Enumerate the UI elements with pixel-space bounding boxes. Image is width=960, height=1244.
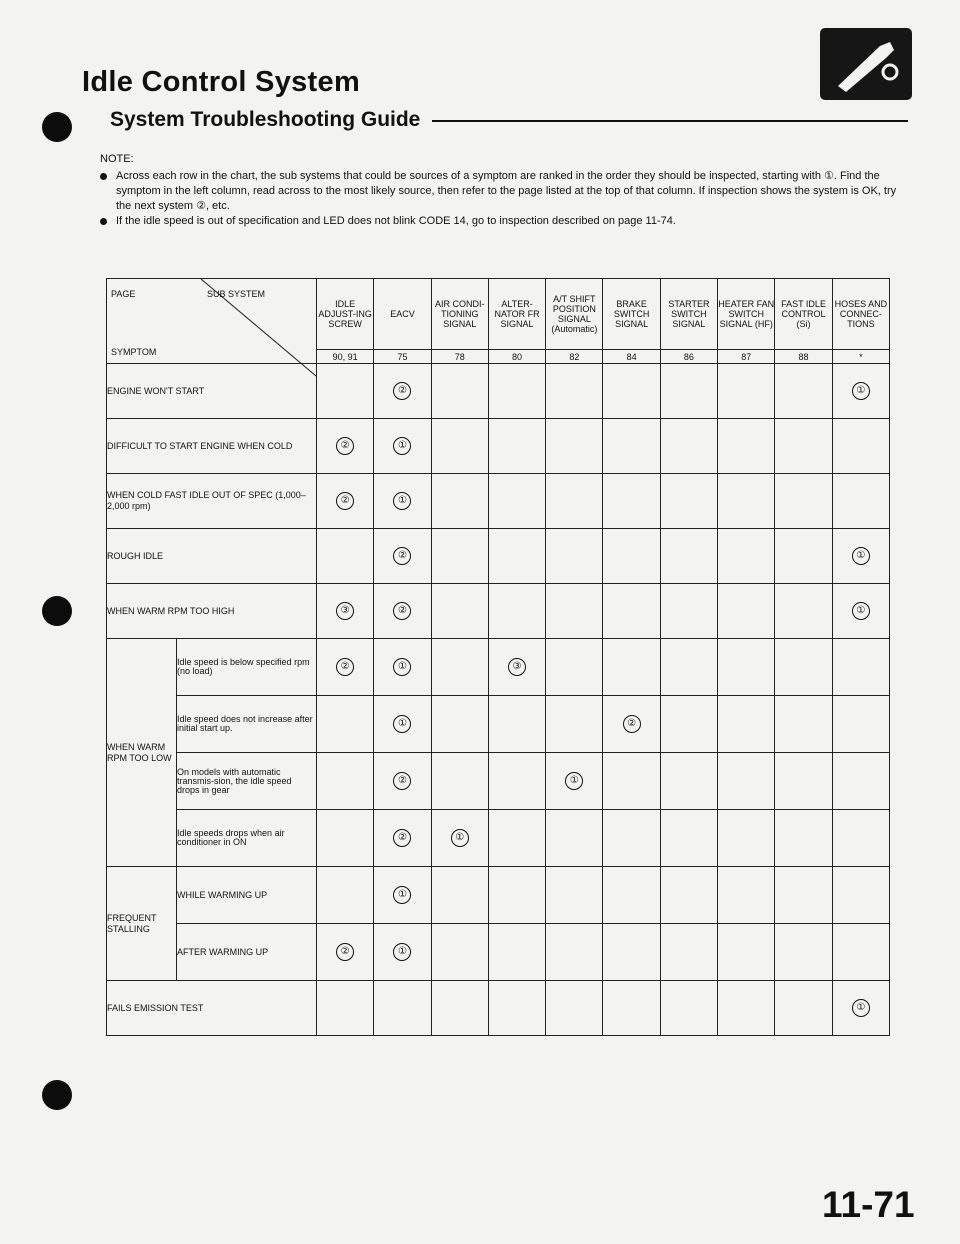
rank-cell xyxy=(718,867,775,924)
symptom-row xyxy=(107,867,890,924)
rank-cell xyxy=(603,810,660,867)
rank-cell xyxy=(374,981,431,1036)
rank-marker: ① xyxy=(393,715,411,733)
symptom-label: ROUGH IDLE xyxy=(107,529,317,584)
sub-symptom-label: Idle speed does not increase after initial start up. xyxy=(177,696,317,753)
symptom-row xyxy=(107,696,890,753)
rank-marker: ① xyxy=(393,886,411,904)
rank-cell xyxy=(317,924,374,981)
sub-symptom-label: Idle speeds drops when air conditioner in ON xyxy=(177,810,317,867)
rank-cell xyxy=(718,924,775,981)
rank-cell xyxy=(832,924,889,981)
rank-marker: ② xyxy=(393,772,411,790)
rank-cell xyxy=(317,584,374,639)
rank-marker: ① xyxy=(393,943,411,961)
symptom-group-label: WHEN WARM RPM TOO LOW xyxy=(107,639,177,867)
rank-cell xyxy=(775,696,832,753)
rank-cell xyxy=(546,696,603,753)
rank-cell xyxy=(488,419,545,474)
binding-hole xyxy=(42,596,72,626)
rank-marker: ② xyxy=(336,492,354,510)
sub-system-header: IDLE ADJUST-ING SCREW xyxy=(317,279,374,350)
rank-cell xyxy=(775,810,832,867)
rank-cell xyxy=(718,696,775,753)
symptom-row xyxy=(107,639,890,696)
sub-system-header: ALTER-NATOR FR SIGNAL xyxy=(488,279,545,350)
rank-cell xyxy=(488,529,545,584)
rank-cell xyxy=(832,584,889,639)
rank-cell xyxy=(317,474,374,529)
rank-cell xyxy=(775,529,832,584)
rank-cell xyxy=(603,639,660,696)
rank-cell xyxy=(431,867,488,924)
header-row xyxy=(107,279,890,350)
rank-cell xyxy=(374,364,431,419)
rank-marker: ① xyxy=(565,772,583,790)
page-reference: 90, 91 xyxy=(317,350,374,364)
rank-cell xyxy=(431,474,488,529)
symptom-group-label: FREQUENT STALLING xyxy=(107,867,177,981)
rank-cell xyxy=(374,810,431,867)
rank-cell xyxy=(488,867,545,924)
note-item: Across each row in the chart, the sub systems that could be sources of a symptom are ranked in the order they should be inspected, starting with ①. Find the symptom in the left column, read across to the most likely source, then refer to the page listed at the top of that column. If inspection shows the system is OK, try the next system ②, etc. xyxy=(100,169,900,214)
rank-cell xyxy=(431,364,488,419)
rank-cell xyxy=(488,364,545,419)
page-number: 11-71 xyxy=(822,1184,915,1225)
rank-cell xyxy=(546,753,603,810)
rank-cell xyxy=(775,474,832,529)
rank-cell xyxy=(546,981,603,1036)
page-reference: 80 xyxy=(488,350,545,364)
sub-system-header: HEATER FAN SWITCH SIGNAL (HF) xyxy=(718,279,775,350)
binding-hole xyxy=(42,112,72,142)
rank-cell xyxy=(603,867,660,924)
sub-system-header: BRAKE SWITCH SIGNAL xyxy=(603,279,660,350)
sub-system-header: FAST IDLE CONTROL (Si) xyxy=(775,279,832,350)
rank-cell xyxy=(718,639,775,696)
rank-cell xyxy=(546,924,603,981)
rank-cell xyxy=(832,364,889,419)
rank-cell xyxy=(317,867,374,924)
rank-marker: ② xyxy=(393,602,411,620)
rank-marker: ① xyxy=(852,382,870,400)
rank-cell xyxy=(488,639,545,696)
symptom-label: DIFFICULT TO START ENGINE WHEN COLD xyxy=(107,419,317,474)
rank-cell xyxy=(488,696,545,753)
rank-cell xyxy=(431,753,488,810)
note-heading: NOTE: xyxy=(100,153,134,165)
rank-cell xyxy=(317,419,374,474)
rank-cell xyxy=(317,696,374,753)
rank-cell xyxy=(488,474,545,529)
rank-cell xyxy=(660,584,717,639)
page-reference: 87 xyxy=(718,350,775,364)
page-reference: 82 xyxy=(546,350,603,364)
rank-cell xyxy=(603,584,660,639)
rank-cell xyxy=(374,867,431,924)
sub-symptom-label: AFTER WARMING UP xyxy=(177,924,317,981)
sub-system-header: HOSES AND CONNEC-TIONS xyxy=(832,279,889,350)
rank-cell xyxy=(832,753,889,810)
rank-cell xyxy=(660,474,717,529)
troubleshooting-table xyxy=(106,278,890,1036)
rank-cell xyxy=(603,753,660,810)
rank-cell xyxy=(603,981,660,1036)
rank-cell xyxy=(431,529,488,584)
page-reference: * xyxy=(832,350,889,364)
rank-cell xyxy=(317,529,374,584)
sub-system-header: A/T SHIFT POSITION SIGNAL (Automatic) xyxy=(546,279,603,350)
sub-system-header: EACV xyxy=(374,279,431,350)
symptom-row xyxy=(107,753,890,810)
page-reference: 86 xyxy=(660,350,717,364)
sub-system-header: AIR CONDI-TIONING SIGNAL xyxy=(431,279,488,350)
rank-cell xyxy=(546,364,603,419)
sub-system-header: STARTER SWITCH SIGNAL xyxy=(660,279,717,350)
rank-marker: ① xyxy=(451,829,469,847)
rank-cell xyxy=(832,639,889,696)
rank-cell xyxy=(374,753,431,810)
symptom-row xyxy=(107,529,890,584)
rank-cell xyxy=(603,474,660,529)
rank-cell xyxy=(603,924,660,981)
symptom-row xyxy=(107,810,890,867)
rank-cell xyxy=(603,364,660,419)
rank-cell xyxy=(374,584,431,639)
rank-cell xyxy=(718,529,775,584)
wrench-icon xyxy=(820,28,912,100)
rank-cell xyxy=(718,419,775,474)
symptom-label: ENGINE WON'T START xyxy=(107,364,317,419)
rank-cell xyxy=(317,639,374,696)
page-title: Idle Control System xyxy=(82,66,361,98)
rank-cell xyxy=(775,867,832,924)
rank-cell xyxy=(832,810,889,867)
rank-cell xyxy=(431,639,488,696)
rank-marker: ① xyxy=(393,658,411,676)
rank-cell xyxy=(374,419,431,474)
notes xyxy=(100,152,900,229)
rank-cell xyxy=(832,696,889,753)
rank-cell xyxy=(775,981,832,1036)
sub-symptom-label: Idle speed is below specified rpm (no load) xyxy=(177,639,317,696)
rank-cell xyxy=(832,867,889,924)
symptom-label: WHEN COLD FAST IDLE OUT OF SPEC (1,000–2,000 rpm) xyxy=(107,474,317,529)
symptom-row xyxy=(107,474,890,529)
rank-cell xyxy=(775,924,832,981)
rank-cell xyxy=(660,639,717,696)
rank-cell xyxy=(546,810,603,867)
rank-cell xyxy=(546,867,603,924)
rank-cell xyxy=(718,981,775,1036)
rank-cell xyxy=(832,474,889,529)
rank-cell xyxy=(374,924,431,981)
symptom-row xyxy=(107,419,890,474)
rank-marker: ① xyxy=(852,602,870,620)
rank-cell xyxy=(775,584,832,639)
rank-cell xyxy=(488,810,545,867)
rank-cell xyxy=(374,639,431,696)
rank-cell xyxy=(374,529,431,584)
symptom-label: SYMPTOM xyxy=(111,347,157,357)
rank-cell xyxy=(660,364,717,419)
rank-cell xyxy=(660,696,717,753)
rank-cell xyxy=(546,529,603,584)
rank-cell xyxy=(317,810,374,867)
rank-cell xyxy=(775,364,832,419)
rank-marker: ① xyxy=(393,492,411,510)
title-rule xyxy=(432,120,908,122)
rank-marker: ② xyxy=(393,382,411,400)
rank-cell xyxy=(660,924,717,981)
page-reference: 75 xyxy=(374,350,431,364)
rank-cell xyxy=(431,419,488,474)
section-logo xyxy=(820,28,912,100)
rank-cell xyxy=(660,753,717,810)
rank-cell xyxy=(603,696,660,753)
note-item: If the idle speed is out of specification and LED does not blink CODE 14, go to inspection described on page 11-74. xyxy=(100,214,900,229)
rank-cell xyxy=(431,924,488,981)
rank-marker: ② xyxy=(393,829,411,847)
rank-cell xyxy=(660,529,717,584)
symptom-label: WHEN WARM RPM TOO HIGH xyxy=(107,584,317,639)
rank-cell xyxy=(317,364,374,419)
rank-marker: ① xyxy=(852,547,870,565)
symptom-row xyxy=(107,924,890,981)
sub-symptom-label: WHILE WARMING UP xyxy=(177,867,317,924)
rank-cell xyxy=(832,529,889,584)
rank-marker: ③ xyxy=(336,602,354,620)
rank-cell xyxy=(660,981,717,1036)
rank-cell xyxy=(546,639,603,696)
sub-symptom-label: On models with automatic transmis-sion, the idle speed drops in gear xyxy=(177,753,317,810)
rank-cell xyxy=(660,867,717,924)
rank-marker: ① xyxy=(393,437,411,455)
rank-cell xyxy=(718,474,775,529)
rank-cell xyxy=(718,584,775,639)
rank-cell xyxy=(546,474,603,529)
rank-cell xyxy=(431,981,488,1036)
rank-cell xyxy=(603,529,660,584)
rank-cell xyxy=(374,474,431,529)
sub-system-label: SUB SYSTEM xyxy=(207,289,266,299)
rank-cell xyxy=(374,696,431,753)
binding-hole xyxy=(42,1080,72,1110)
rank-marker: ② xyxy=(623,715,641,733)
rank-cell xyxy=(832,981,889,1036)
page-reference: 88 xyxy=(775,350,832,364)
rank-cell xyxy=(660,810,717,867)
rank-marker: ③ xyxy=(508,658,526,676)
page-reference: 84 xyxy=(603,350,660,364)
rank-cell xyxy=(718,753,775,810)
rank-cell xyxy=(488,584,545,639)
rank-cell xyxy=(431,584,488,639)
rank-cell xyxy=(546,584,603,639)
rank-marker: ① xyxy=(852,999,870,1017)
rank-cell xyxy=(431,810,488,867)
rank-cell xyxy=(488,924,545,981)
rank-cell xyxy=(317,753,374,810)
section-title: System Troubleshooting Guide xyxy=(110,108,421,131)
rank-cell xyxy=(660,419,717,474)
rank-cell xyxy=(718,810,775,867)
rank-cell xyxy=(775,639,832,696)
symptom-row xyxy=(107,981,890,1036)
page-reference: 78 xyxy=(431,350,488,364)
rank-marker: ② xyxy=(336,658,354,676)
rank-cell xyxy=(431,696,488,753)
rank-cell xyxy=(317,981,374,1036)
rank-marker: ② xyxy=(393,547,411,565)
page-label: PAGE xyxy=(111,289,136,299)
symptom-row xyxy=(107,584,890,639)
rank-cell xyxy=(603,419,660,474)
rank-cell xyxy=(718,364,775,419)
corner-cell xyxy=(107,279,317,364)
rank-cell xyxy=(488,753,545,810)
rank-cell xyxy=(488,981,545,1036)
rank-cell xyxy=(832,419,889,474)
rank-cell xyxy=(775,419,832,474)
symptom-label: FAILS EMISSION TEST xyxy=(107,981,317,1036)
rank-cell xyxy=(775,753,832,810)
rank-marker: ② xyxy=(336,437,354,455)
rank-marker: ② xyxy=(336,943,354,961)
rank-cell xyxy=(546,419,603,474)
